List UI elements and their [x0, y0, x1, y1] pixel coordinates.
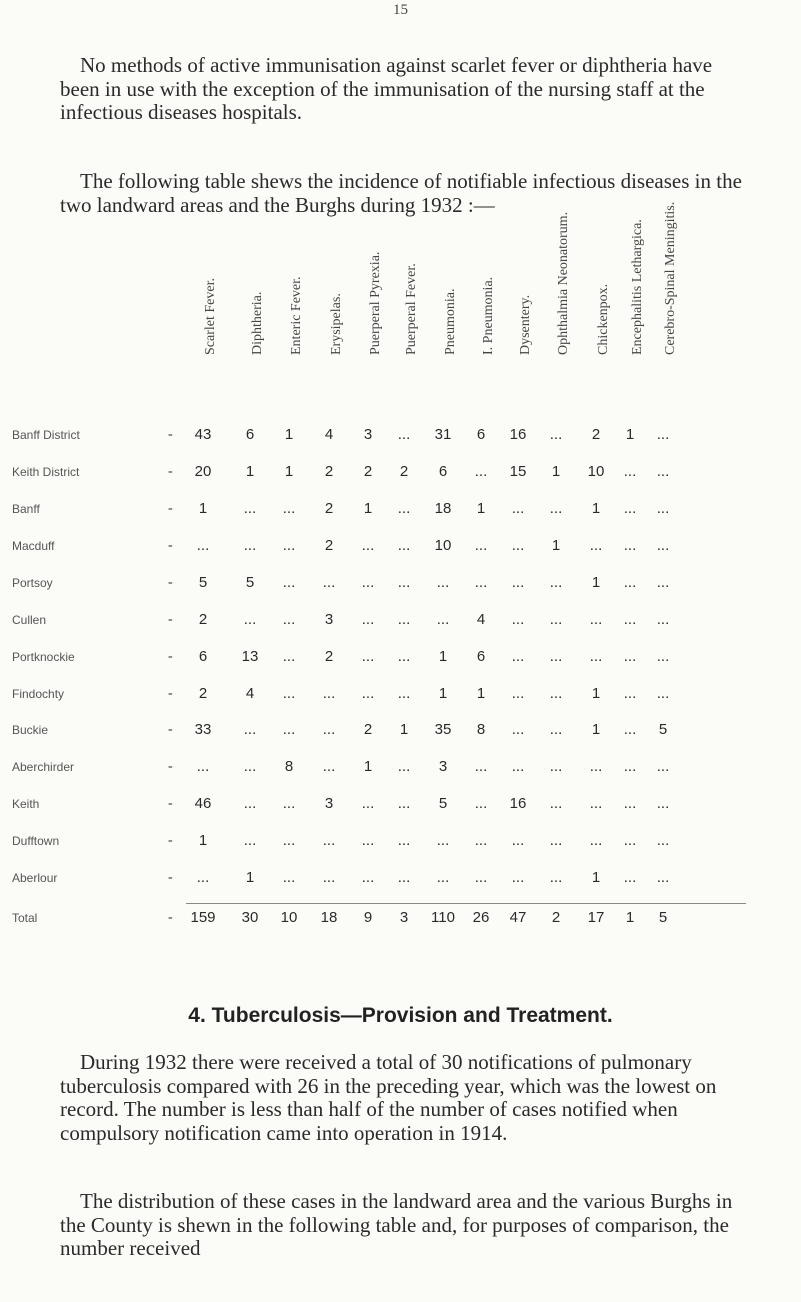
table-cell: ...: [549, 721, 563, 738]
table-cell: 1: [245, 463, 255, 480]
column-header: Diphtheria.: [250, 291, 265, 355]
table-cell: ...: [282, 685, 296, 702]
table-cell: ...: [474, 463, 488, 480]
row-label: Cullen: [12, 613, 47, 627]
table-cell: ...: [436, 574, 450, 591]
column-header: Dysentery.: [518, 294, 533, 355]
table-cell: ...: [282, 869, 296, 886]
table-cell: 10: [434, 537, 452, 554]
table-cell: ...: [623, 537, 637, 554]
table-cell: ...: [361, 648, 375, 665]
row-dash: -: [168, 722, 173, 737]
table-cell: 2: [198, 685, 208, 702]
table-cell: ...: [656, 537, 670, 554]
table-cell: 2: [591, 426, 601, 443]
table-cell: ...: [322, 685, 336, 702]
row-dash: -: [168, 427, 173, 442]
table-cell: ...: [623, 574, 637, 591]
table-cell: ...: [511, 758, 525, 775]
table-cell: 47: [509, 909, 527, 926]
table-cell: 3: [324, 611, 334, 628]
table-cell: ...: [656, 832, 670, 849]
table-cell: 26: [472, 909, 490, 926]
row-label: Findochty: [12, 687, 65, 701]
table-cell: 10: [280, 909, 298, 926]
total-rule: [186, 903, 746, 904]
column-header: Enteric Fever.: [289, 276, 304, 355]
table-cell: 16: [509, 426, 527, 443]
table-cell: 8: [284, 758, 294, 775]
table-cell: ...: [589, 537, 603, 554]
table-cell: ...: [436, 611, 450, 628]
table-cell: ...: [361, 574, 375, 591]
page-number: 15: [393, 2, 408, 18]
column-header: Puerperal Pyrexia.: [368, 251, 383, 355]
table-cell: ...: [656, 463, 670, 480]
column-header: Encephalitis Lethargica.: [630, 219, 645, 355]
table-cell: ...: [474, 537, 488, 554]
table-row: [0, 465, 801, 487]
table-cell: 1: [284, 426, 294, 443]
table-cell: ...: [549, 426, 563, 443]
table-cell: ...: [243, 758, 257, 775]
table-cell: 2: [198, 611, 208, 628]
table-cell: ...: [549, 648, 563, 665]
table-row: [0, 502, 801, 524]
row-dash: -: [168, 575, 173, 590]
table-cell: ...: [243, 611, 257, 628]
table-cell: 8: [476, 721, 486, 738]
table-cell: ...: [397, 426, 411, 443]
table-cell: ...: [656, 795, 670, 812]
table-cell: ...: [623, 832, 637, 849]
table-cell: 2: [324, 537, 334, 554]
table-cell: 3: [438, 758, 448, 775]
table-cell: ...: [549, 832, 563, 849]
table-cell: 1: [284, 463, 294, 480]
table-cell: ...: [436, 832, 450, 849]
column-header: Cerebro-Spinal Meningitis.: [663, 201, 678, 355]
table-cell: ...: [623, 685, 637, 702]
row-label: Aberchirder: [12, 760, 75, 774]
table-cell: 1: [438, 685, 448, 702]
table-cell: ...: [656, 426, 670, 443]
table-cell: ...: [397, 611, 411, 628]
table-cell: ...: [549, 685, 563, 702]
table-cell: ...: [511, 869, 525, 886]
table-cell: ...: [397, 648, 411, 665]
table-cell: 3: [399, 909, 409, 926]
table-cell: 2: [399, 463, 409, 480]
table-cell: 110: [431, 909, 455, 926]
table-row: [0, 723, 801, 745]
table-cell: ...: [656, 685, 670, 702]
paragraph-tuberculosis-notifications: During 1932 there were received a total of 30 notifications of pulmonary tuberculosis compared with 26 in the preceding year, which was the lowest on record. The number is less than half of the number of cases notified when compulsory notification came into operation in 1914.: [60, 1050, 717, 1145]
table-cell: ...: [656, 869, 670, 886]
table-row: [0, 760, 801, 782]
column-header: I. Pneumonia.: [481, 276, 496, 355]
table-cell: ...: [623, 758, 637, 775]
table-cell: ...: [361, 795, 375, 812]
paragraph-distribution: The distribution of these cases in the landward area and the various Burghs in the County is shewn in the following table and, for purposes of comparison, the number received: [60, 1189, 733, 1260]
table-cell: ...: [282, 648, 296, 665]
table-row: [0, 871, 801, 893]
table-cell: ...: [196, 869, 210, 886]
table-cell: ...: [474, 795, 488, 812]
table-cell: 1: [591, 721, 601, 738]
table-cell: ...: [549, 758, 563, 775]
table-cell: ...: [243, 721, 257, 738]
table-cell: ...: [656, 500, 670, 517]
table-cell: ...: [282, 537, 296, 554]
table-cell: 6: [476, 426, 486, 443]
table-cell: ...: [282, 611, 296, 628]
table-cell: ...: [589, 648, 603, 665]
table-cell: ...: [549, 500, 563, 517]
table-cell: ...: [243, 832, 257, 849]
table-cell: 31: [434, 426, 452, 443]
table-cell: 2: [551, 909, 561, 926]
row-dash: -: [168, 870, 173, 885]
table-cell: 3: [324, 795, 334, 812]
table-cell: 33: [194, 721, 212, 738]
table-cell: ...: [549, 795, 563, 812]
table-cell: ...: [549, 869, 563, 886]
row-label: Total: [12, 911, 38, 925]
table-cell: 2: [363, 463, 373, 480]
table-cell: ...: [243, 537, 257, 554]
table-cell: 6: [198, 648, 208, 665]
table-row: [0, 539, 801, 561]
table-cell: ...: [511, 500, 525, 517]
table-cell: ...: [282, 500, 296, 517]
paragraph-immunisation: No methods of active immunisation against scarlet fever or diphtheria have been in use with the exception of the immunisation of the nursing staff at the infectious diseases hospitals.: [60, 53, 713, 124]
table-cell: 1: [551, 463, 561, 480]
table-cell: ...: [436, 869, 450, 886]
table-cell: 5: [245, 574, 255, 591]
table-row: [0, 687, 801, 709]
table-cell: 1: [591, 685, 601, 702]
table-cell: ...: [589, 611, 603, 628]
table-cell: ...: [656, 648, 670, 665]
table-cell: ...: [656, 611, 670, 628]
table-cell: 1: [363, 758, 373, 775]
table-cell: 1: [363, 500, 373, 517]
row-dash: -: [168, 612, 173, 627]
table-cell: ...: [511, 611, 525, 628]
table-cell: 1: [476, 500, 486, 517]
table-cell: 2: [324, 500, 334, 517]
table-cell: ...: [243, 500, 257, 517]
total-row: [0, 911, 801, 933]
table-cell: ...: [282, 721, 296, 738]
row-label: Banff: [12, 502, 40, 516]
table-cell: ...: [361, 869, 375, 886]
table-row: [0, 650, 801, 672]
row-label: Buckie: [12, 723, 49, 737]
table-cell: ...: [397, 795, 411, 812]
table-cell: 1: [591, 869, 601, 886]
table-cell: 1: [591, 500, 601, 517]
table-cell: ...: [397, 869, 411, 886]
table-cell: 13: [241, 648, 259, 665]
column-header: Chickenpox.: [596, 283, 611, 355]
table-cell: ...: [623, 463, 637, 480]
table-cell: ...: [511, 537, 525, 554]
row-label: Portsoy: [12, 576, 53, 590]
row-dash: -: [168, 686, 173, 701]
table-cell: 15: [509, 463, 527, 480]
table-cell: ...: [474, 758, 488, 775]
table-cell: 6: [245, 426, 255, 443]
table-cell: 17: [587, 909, 605, 926]
table-cell: 43: [194, 426, 212, 443]
table-cell: 1: [625, 909, 635, 926]
table-cell: ...: [549, 574, 563, 591]
row-dash: -: [168, 910, 173, 925]
table-cell: ...: [474, 869, 488, 886]
row-dash: -: [168, 759, 173, 774]
table-cell: 46: [194, 795, 212, 812]
table-cell: 30: [241, 909, 259, 926]
table-cell: ...: [623, 500, 637, 517]
table-cell: ...: [511, 648, 525, 665]
table-cell: 20: [194, 463, 212, 480]
column-header: Erysipelas.: [329, 293, 344, 355]
table-row: [0, 428, 801, 450]
table-cell: 1: [245, 869, 255, 886]
table-cell: 16: [509, 795, 527, 812]
row-label: Aberlour: [12, 871, 58, 885]
table-cell: ...: [196, 537, 210, 554]
table-cell: ...: [322, 574, 336, 591]
table-cell: ...: [397, 832, 411, 849]
table-cell: ...: [474, 832, 488, 849]
table-cell: ...: [511, 721, 525, 738]
row-dash: -: [168, 464, 173, 479]
table-cell: 1: [399, 721, 409, 738]
table-cell: ...: [282, 795, 296, 812]
table-cell: ...: [322, 758, 336, 775]
table-cell: ...: [623, 721, 637, 738]
table-cell: ...: [282, 574, 296, 591]
table-cell: ...: [243, 795, 257, 812]
table-cell: ...: [361, 537, 375, 554]
table-cell: 6: [438, 463, 448, 480]
table-cell: ...: [656, 574, 670, 591]
table-cell: 4: [324, 426, 334, 443]
table-cell: ...: [196, 758, 210, 775]
row-dash: -: [168, 501, 173, 516]
table-cell: ...: [397, 500, 411, 517]
table-cell: ...: [322, 869, 336, 886]
table-cell: ...: [656, 758, 670, 775]
row-label: Keith District: [12, 465, 80, 479]
table-cell: 2: [363, 721, 373, 738]
table-row: [0, 576, 801, 598]
table-cell: 35: [434, 721, 452, 738]
table-cell: ...: [361, 685, 375, 702]
row-dash: -: [168, 796, 173, 811]
table-cell: 2: [324, 648, 334, 665]
table-cell: ...: [397, 685, 411, 702]
table-cell: ...: [589, 832, 603, 849]
table-cell: 1: [198, 500, 208, 517]
row-label: Dufftown: [12, 834, 60, 848]
table-cell: ...: [589, 795, 603, 812]
column-header: Pneumonia.: [443, 288, 458, 355]
table-cell: 4: [476, 611, 486, 628]
table-cell: 4: [245, 685, 255, 702]
table-cell: 6: [476, 648, 486, 665]
table-cell: ...: [361, 611, 375, 628]
table-row: [0, 834, 801, 856]
table-cell: 1: [476, 685, 486, 702]
column-header: Scarlet Fever.: [203, 278, 218, 355]
table-cell: 18: [434, 500, 452, 517]
column-header: Ophthalmia Neonatorum.: [556, 211, 571, 355]
table-cell: 1: [198, 832, 208, 849]
row-dash: -: [168, 833, 173, 848]
table-cell: ...: [623, 648, 637, 665]
table-cell: 3: [363, 426, 373, 443]
table-cell: 5: [438, 795, 448, 812]
paragraph-table-intro: The following table shews the incidence of notifiable infectious diseases in the two landward areas and the Burghs during 1932 :—: [60, 169, 742, 217]
table-cell: ...: [511, 574, 525, 591]
table-cell: ...: [623, 795, 637, 812]
row-label: Banff District: [12, 428, 80, 442]
row-label: Macduff: [12, 539, 55, 553]
table-cell: ...: [282, 832, 296, 849]
row-dash: -: [168, 538, 173, 553]
table-cell: 1: [591, 574, 601, 591]
table-cell: ...: [511, 685, 525, 702]
table-cell: ...: [623, 611, 637, 628]
table-cell: ...: [511, 832, 525, 849]
table-cell: ...: [322, 721, 336, 738]
row-label: Keith: [12, 797, 40, 811]
table-cell: 2: [324, 463, 334, 480]
table-cell: 5: [658, 721, 668, 738]
table-cell: 159: [190, 909, 216, 926]
table-cell: ...: [322, 832, 336, 849]
row-dash: -: [168, 649, 173, 664]
row-label: Portknockie: [12, 650, 75, 664]
table-cell: 10: [587, 463, 605, 480]
table-cell: ...: [623, 869, 637, 886]
section-heading: 4. Tuberculosis—Provision and Treatment.: [188, 1004, 613, 1027]
table-cell: ...: [474, 574, 488, 591]
table-cell: 9: [363, 909, 373, 926]
table-cell: ...: [589, 758, 603, 775]
table-cell: ...: [549, 611, 563, 628]
table-cell: ...: [397, 758, 411, 775]
table-cell: 1: [625, 426, 635, 443]
table-cell: 5: [658, 909, 668, 926]
table-cell: ...: [397, 574, 411, 591]
column-header: Puerperal Fever.: [404, 263, 419, 355]
table-cell: ...: [361, 832, 375, 849]
table-cell: 1: [551, 537, 561, 554]
table-row: [0, 797, 801, 819]
table-cell: 18: [320, 909, 338, 926]
table-cell: 5: [198, 574, 208, 591]
table-cell: ...: [397, 537, 411, 554]
table-cell: 1: [438, 648, 448, 665]
table-row: [0, 613, 801, 635]
